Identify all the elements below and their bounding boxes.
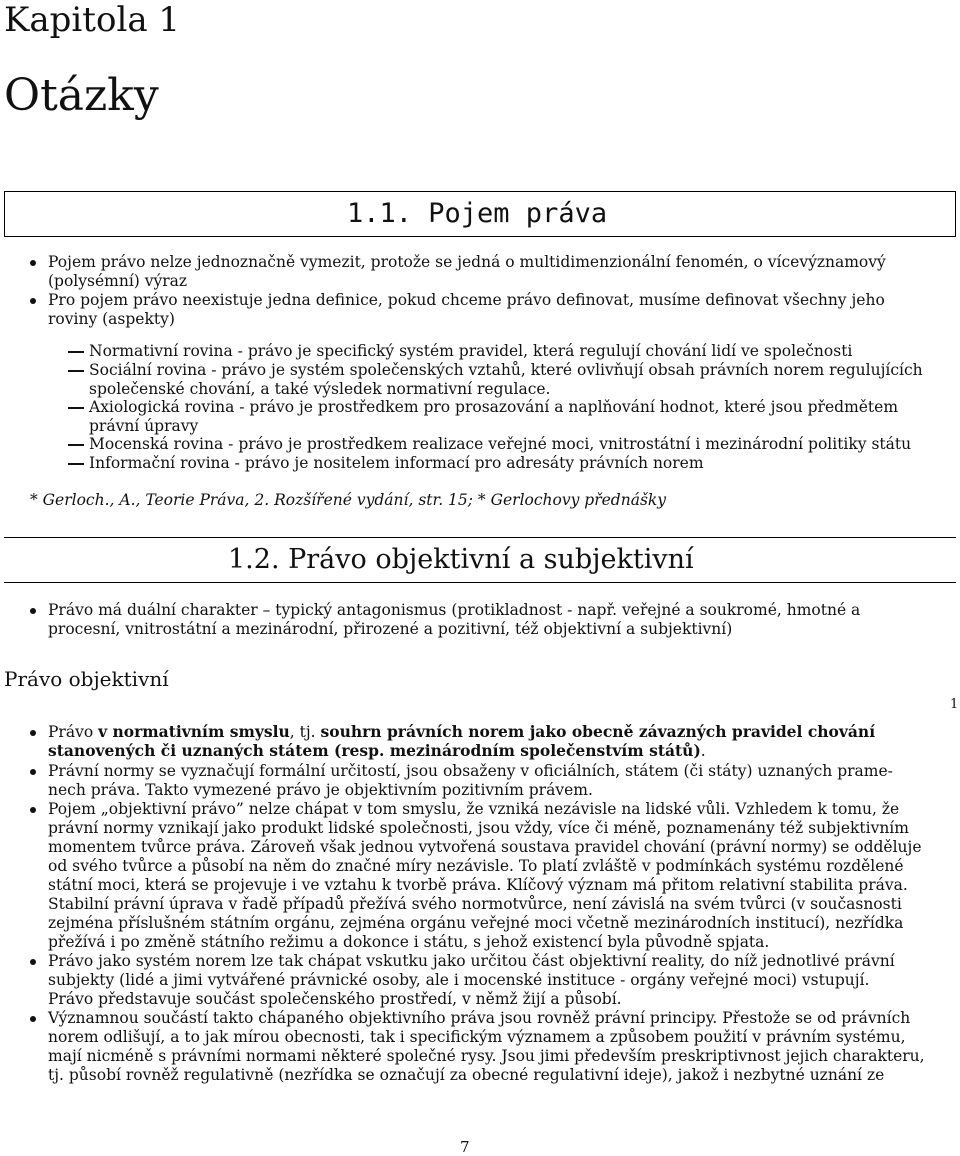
- sub-list-item: právní úpravy: [89, 417, 199, 435]
- sub-list-item: Sociální rovina - právo je systém společenských vztahů, které ovlivňují obsah právních norem regulujících: [89, 361, 923, 379]
- section-1-heading: 1.1. Pojem práva: [347, 198, 608, 229]
- list-item-line: tj. působí rovněž regulativně (nezřídka se označují za obecné regulativní ideje), jakož i nezbytné uznání ze: [48, 1066, 885, 1084]
- bullet-icon: [30, 1016, 36, 1022]
- list-item-line: subjekty (lidé a jimi vytvářené právnické osoby, ale i mocenské instituce - orgány veřejné moci) vstupují.: [48, 971, 870, 989]
- chapter-label: Kapitola 1: [4, 0, 181, 40]
- page-number: 7: [460, 1138, 470, 1156]
- list-item-line: Pojem právo nelze jednoznačně vymezit, protože se jedná o multidimenzionální fenomén, o vícevýznamový: [48, 253, 886, 271]
- list-item-line: Právní normy se vyznačují formální určitostí, jsou obsaženy v oficiálních, státem (či státy) uznaných prame-: [48, 762, 893, 780]
- chapter-title: Otázky: [4, 70, 159, 121]
- list-item-line: Významnou součástí takto chápaného objektivního práva jsou rovněž právní principy. Přestože se od právních: [48, 1009, 911, 1027]
- sub-list-item: Informační rovina - právo je nositelem informací pro adresáty právních norem: [89, 454, 704, 472]
- list-item-line: Pro pojem právo neexistuje jedna definice, pokud chceme právo definovat, musíme definovat všechny jeho: [48, 291, 885, 309]
- list-item-line: Právo má duální charakter – typický antagonismus (protikladnost - např. veřejné a soukromé, hmotné a: [48, 601, 861, 619]
- bullet-icon: [30, 730, 36, 736]
- list-item-line: roviny (aspekty): [48, 310, 175, 328]
- bullet-icon: [30, 260, 36, 266]
- subsection-title: Právo objektivní: [4, 667, 169, 691]
- dash-icon: [68, 351, 84, 353]
- sub-list-item: společenské chování, a také výsledek normativní regulace.: [89, 380, 551, 398]
- list-item-line: procesní, vnitrostátní a mezinárodní, přirozené a pozitivní, též objektivní a subjektivní): [48, 620, 733, 638]
- list-item-line: Stabilní právní úprava v řadě případů přežívá svého normotvůrce, není závislá na svém tvůrci (v současnosti: [48, 895, 902, 913]
- margin-number: 1: [950, 697, 959, 712]
- section-1-heading-box: [4, 191, 956, 237]
- source-note: * Gerloch., A., Teorie Práva, 2. Rozšířené vydání, str. 15; * Gerlochovy přednášky: [30, 491, 667, 509]
- bullet-icon: [30, 298, 36, 304]
- list-item-line: Pojem „objektivní právo” nelze chápat v tom smyslu, že vzniká nezávisle na lidské vůli. Vzhledem k tomu, že: [48, 800, 900, 818]
- sub-list-item: Normativní rovina - právo je specifický systém pravidel, která regulují chování lidí ve společnosti: [89, 342, 853, 360]
- list-item-line: zejména příslušném státním orgánu, zejména orgánu veřejné moci včetně mezinárodních institucí), nezřídka: [48, 914, 904, 932]
- bullet-icon: [30, 959, 36, 965]
- bullet-icon: [30, 807, 36, 813]
- list-item-line: od svého tvůrce a působí na něm do značné míry nezávisle. To platí zvláště v podmínkách systému rozdělené: [48, 857, 904, 875]
- dash-icon: [68, 370, 84, 372]
- list-item-line: přežívá i po změně státního režimu a dokonce i státu, s jehož existencí byla původně spjata.: [48, 933, 770, 951]
- dash-icon: [68, 407, 84, 409]
- bullet-icon: [30, 608, 36, 614]
- sub-list-item: Axiologická rovina - právo je prostředkem pro prosazování a naplňování hodnot, které jsou předmětem: [89, 398, 899, 416]
- section-2-heading: 1.2. Právo objektivní a subjektivní: [228, 544, 694, 575]
- list-item-line: Právo představuje součást společenského prostředí, v němž žijí a působí.: [48, 990, 622, 1008]
- dash-icon: [68, 463, 84, 465]
- section-2-heading-box: [4, 537, 956, 583]
- list-item-line: momentem tvůrce práva. Zároveň však jednou vytvořená soustava pravidel chování (právní normy) se odděluje: [48, 838, 922, 856]
- list-item-line: Právo jako systém norem lze tak chápat vskutku jako určitou část objektivní reality, do níž jednotlivé právní: [48, 952, 895, 970]
- list-item-line: právní normy vznikají jako produkt lidské společnosti, jsou vždy, více či méně, poznamenány též subjektivním: [48, 819, 909, 837]
- bullet-icon: [30, 769, 36, 775]
- list-item-line: norem odlišují, a to jak mírou obecnosti, tak i specifickým významem a způsobem použití v právním systému,: [48, 1028, 906, 1046]
- list-item-line: mají nicméně s právními normami některé společné rysy. Jsou jimi především preskriptivnost jejich charakteru,: [48, 1047, 925, 1065]
- list-item-line: Právo v normativním smyslu, tj. souhrn právních norem jako obecně závazných pravidel chování: [48, 722, 876, 741]
- list-item-line: stanovených či uznaných státem (resp. mezinárodním společenstvím států).: [48, 741, 706, 760]
- list-item-line: (polysémní) výraz: [48, 272, 188, 290]
- list-item-line: státní moci, která se projevuje i ve vztahu k tvorbě práva. Klíčový význam má přitom relativní stabilita práva.: [48, 876, 908, 894]
- dash-icon: [68, 444, 84, 446]
- list-item-line: nech práva. Takto vymezené právo je objektivním pozitivním právem.: [48, 781, 593, 799]
- sub-list-item: Mocenská rovina - právo je prostředkem realizace veřejné moci, vnitrostátní i mezinárodní politiky státu: [89, 435, 912, 453]
